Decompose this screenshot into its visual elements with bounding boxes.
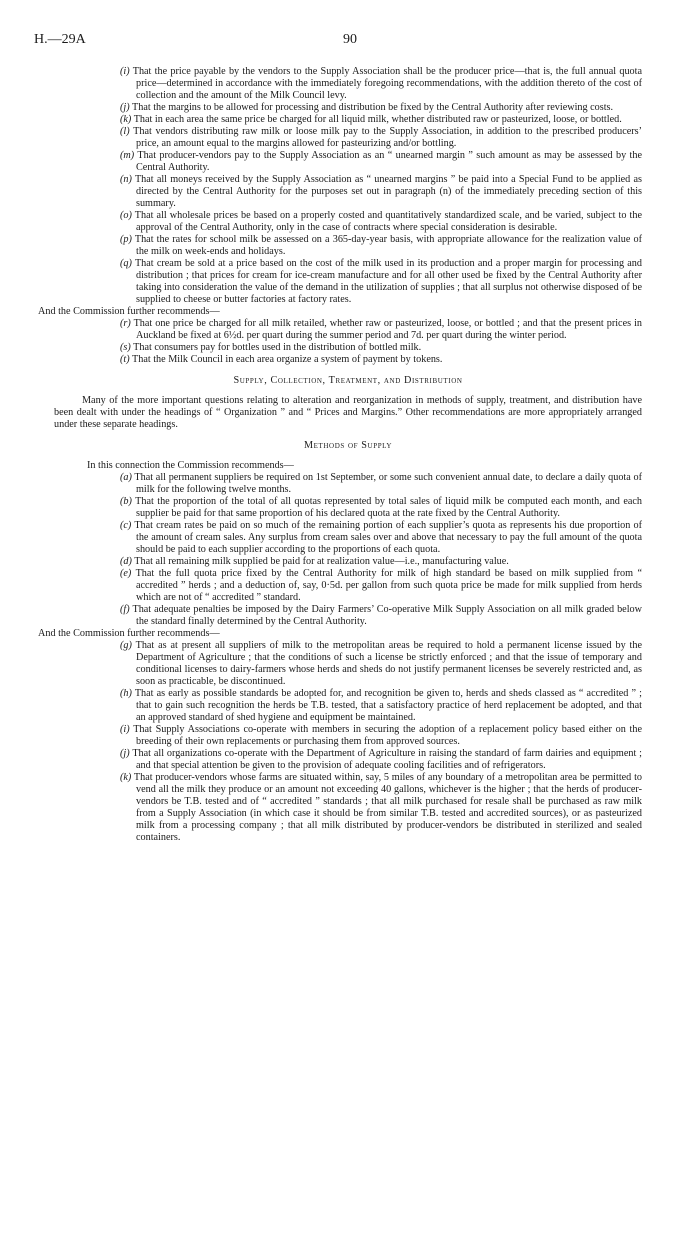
recommendation-item	[120, 354, 642, 366]
item-label: (n)	[120, 174, 132, 185]
item-label: (r)	[120, 318, 131, 329]
recommendation-item	[120, 640, 642, 688]
item-text: That the price payable by the vendors to the Supply Association shall be the producer price—that is, the full annual quota price—determined in accordance with the immediately foregoing recommendations, with the addition thereto of the cost of collection and the amount of the Milk Council levy.	[132, 66, 642, 101]
recommendation-item	[120, 520, 642, 556]
recommendation-item	[120, 496, 642, 520]
item-label: (k)	[120, 772, 132, 783]
item-label: (a)	[120, 472, 132, 483]
item-text: That adequate penalties be imposed by the Dairy Farmers’ Co-operative Milk Supply Association on all milk graded below the standard finally determined by the Central Authority.	[132, 604, 642, 627]
item-text: That consumers pay for bottles used in the distribution of bottled milk.	[133, 342, 422, 353]
item-text: That all permanent suppliers be required on 1st September, or some such convenient annual date, to declare a daily quota of milk for the following twelve months.	[134, 472, 642, 495]
item-text: That Supply Associations co-operate with members in securing the adoption of a replacement policy based either on the breeding of their own replacements or purchasing them from approved sources.	[133, 724, 642, 747]
recommendation-item	[120, 688, 642, 724]
further-1-list	[54, 318, 642, 366]
item-label: (e)	[120, 568, 132, 579]
item-text: That in each area the same price be charged for all liquid milk, whether distributed raw or pasteurized, loose, or bottled.	[133, 114, 622, 125]
recommendation-item	[120, 772, 642, 844]
recommendation-item	[120, 126, 642, 150]
item-label: (p)	[120, 234, 132, 245]
recommendation-item	[120, 174, 642, 210]
page-number: 90	[343, 32, 357, 47]
item-text: That vendors distributing raw milk or loose milk pay to the Supply Association, in addition to the prescribed producers’ price, an amount equal to the margins allowed for pasteurizing and/or bottling.	[133, 126, 642, 149]
item-text: That as early as possible standards be adopted for, and recognition be given to, herds and sheds classed as “ accredited ” ; that to gain such recognition the herds be T.B. tested, that a satisfactory practice of herd replacement be adopted, and that an approved standard of shed hygiene and equipment be maintained.	[134, 688, 642, 723]
item-label: (f)	[120, 604, 130, 615]
methods-intro: In this connection the Commission recommends—	[87, 460, 294, 471]
item-label: (s)	[120, 342, 131, 353]
item-label: (k)	[120, 114, 132, 125]
item-label: (g)	[120, 640, 132, 651]
heading-supply-collection: Supply, Collection, Treatment, and Distribution	[233, 375, 463, 386]
item-text: That the Milk Council in each area organize a system of payment by tokens.	[132, 354, 443, 365]
page-header	[34, 32, 666, 52]
recommendation-item	[120, 604, 642, 628]
item-text: That all organizations co-operate with the Department of Agriculture in raising the standard of farm dairies and equipment ; and that special attention be given to the provision of adequate cooling facilities and of refrigerators.	[132, 748, 642, 771]
recommendation-item	[120, 472, 642, 496]
further-2-list	[54, 640, 642, 844]
item-label: (o)	[120, 210, 132, 221]
item-label: (q)	[120, 258, 132, 269]
recommendation-item	[120, 114, 642, 126]
recommendation-item	[120, 258, 642, 306]
page-content	[38, 66, 642, 844]
item-text: That all remaining milk supplied be paid for at realization value—i.e., manufacturing value.	[134, 556, 509, 567]
item-text: That as at present all suppliers of milk to the metropolitan areas be required to hold a permanent license issued by the Department of Agriculture ; that the conditions of such a license be strictly enforced ; and that the issue of temporary and conditional licenses to dairy-farmers whose herds and sheds do not justify permanent licenses be severely restricted and, as soon as practicable, be discontinued.	[135, 640, 642, 687]
recommendation-item	[120, 150, 642, 174]
item-label: (i)	[120, 724, 130, 735]
item-text: That producer-vendors whose farms are situated within, say, 5 miles of any boundary of a metropolitan area be permitted to vend all the milk they produce or an amount not exceeding 40 gallons, whichever is the higher ; that the herds of producer-vendors be T.B. tested and of “ accredited ” standards ; that all milk purchased for resale shall be purchased as raw milk from a Supply Association (in which case it should be from similar T.B. tested and accredited sources), or as pasteurized milk from a processing company ; that all milk distributed by producer-vendors be distributed in sterilized and sealed containers.	[133, 772, 642, 843]
recommendation-item	[120, 724, 642, 748]
item-label: (m)	[120, 150, 135, 161]
section-1-list	[54, 66, 642, 306]
further-recommends-intro-2: And the Commission further recommends—	[38, 628, 220, 639]
item-label: (i)	[120, 66, 130, 77]
recommendation-item	[120, 210, 642, 234]
item-text: That the margins to be allowed for processing and distribution be fixed by the Central Authority after reviewing costs.	[132, 102, 614, 113]
heading-methods-of-supply: Methods of Supply	[303, 440, 393, 451]
item-text: That producer-vendors pay to the Supply Association as an “ unearned margin ” such amount as may be assessed by the Central Authority.	[136, 150, 642, 173]
recommendation-item	[120, 102, 642, 114]
recommendation-item	[120, 342, 642, 354]
item-label: (j)	[120, 748, 130, 759]
recommendation-item	[120, 556, 642, 568]
item-label: (d)	[120, 556, 132, 567]
further-recommends-intro: And the Commission further recommends—	[38, 306, 220, 317]
methods-list	[54, 472, 642, 628]
item-label: (h)	[120, 688, 132, 699]
item-text: That the proportion of the total of all quotas represented by total sales of liquid milk be computed each month, and each supplier be paid for that same proportion of his declared quota at the rate fixed by the Central Authority.	[135, 496, 642, 519]
item-label: (b)	[120, 496, 132, 507]
item-text: That one price be charged for all milk retailed, whether raw or pasteurized, loose, or bottled ; and that the present prices in Auckland be fixed at 6½d. per quart during the summer period and 7d. per quart during the winter period.	[133, 318, 642, 341]
item-text: That all moneys received by the Supply Association as “ unearned margins ” be paid into a Special Fund to be applied as directed by the Central Authority for the purposes set out in paragraph (n) of the immediately preceding section of this summary.	[134, 174, 642, 209]
recommendation-item	[120, 748, 642, 772]
recommendation-item	[120, 66, 642, 102]
item-label: (l)	[120, 126, 130, 137]
item-text: That cream be sold at a price based on the cost of the milk used in its production and a proper margin for processing and distribution ; that prices for cream for ice-cream manufacture and for all other used be fixed by the Central Authority after taking into consideration the value of the demand in the utilization of supplies ; that all surplus not otherwise disposed of be supplied to cheese or butter factories at factory rates.	[134, 258, 642, 305]
recommendation-item	[120, 318, 642, 342]
item-text: That the full quota price fixed by the Central Authority for milk of high standard be based on milk supplied from “ accredited ” herds ; and a deduction of, say, 0·5d. per gallon from such quota price be made for milk supplied from herds which are not of “ accredited ” standard.	[135, 568, 642, 603]
item-text: That the rates for school milk be assessed on a 365-day-year basis, with appropriate allowance for the realization value of the milk on week-ends and holidays.	[134, 234, 642, 257]
item-label: (j)	[120, 102, 130, 113]
document-reference: H.—29A	[34, 32, 86, 47]
recommendation-item	[120, 234, 642, 258]
item-text: That all wholesale prices be based on a properly costed and quantitatively standardized scale, and be varied, subject to the approval of the Central Authority, only in the case of contracts where special consideration is desirable.	[134, 210, 642, 233]
supply-paragraph: Many of the more important questions relating to alteration and reorganization in methods of supply, treatment, and distribution have been dealt with under the headings of “ Organization ” and “ Prices and Margins.” Other recommendations are more appropriately arranged under these separate headings.	[54, 395, 642, 430]
item-label: (c)	[120, 520, 132, 531]
item-text: That cream rates be paid on so much of the remaining portion of each supplier’s quota as represents his due proportion of the amount of cream sales. Any surplus from cream sales over and above that necessary to pay the full amount of the quota should be paid to each supplier according to the proportions of each quota.	[134, 520, 642, 555]
recommendation-item	[120, 568, 642, 604]
item-label: (t)	[120, 354, 130, 365]
